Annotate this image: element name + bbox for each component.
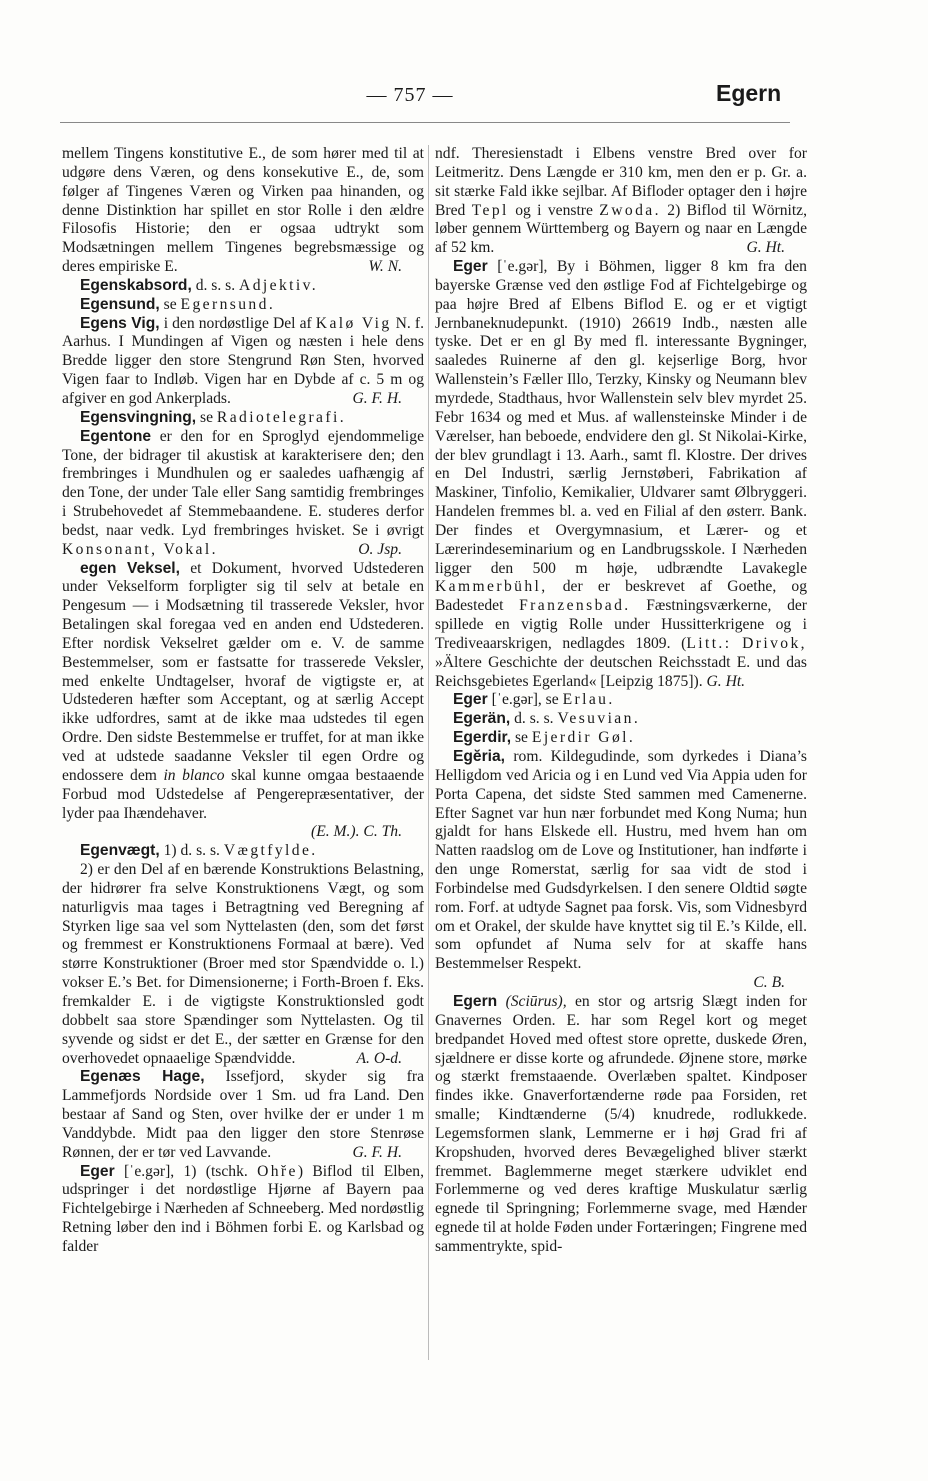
cross-reference: Kammerbühl,: [435, 578, 548, 596]
author-signature: G. Ht.: [706, 672, 746, 690]
entry-text: »Ältere Geschichte der deutschen Reichsstadt E. und das Reichsgebietes Egerland« [Leipzig 1875]).: [435, 653, 807, 690]
column-divider: [428, 145, 429, 1360]
author-signature: A. O-d.: [356, 1049, 402, 1067]
cross-reference: Ejerdir Gøl.: [531, 729, 636, 747]
author-signature: C. B.: [753, 974, 785, 992]
entry-continuation: [62, 145, 424, 277]
entry-text: og i venstre: [515, 201, 593, 219]
entry-text: Issefjord, skyder sig fra Lammefjords Nordside over 1 Sm. ud fra Land. Den bestaar af Sand og Sten, over hvilke der er under 1 m Vanddybde. Midt paa den ligger den store Stenrøse Rønnen, der er tør ved Lavvande.: [62, 1068, 424, 1161]
entry-egentone: [62, 428, 424, 560]
headword: Egern: [453, 992, 498, 1010]
entry-continuation: [435, 145, 807, 258]
entry-text: se: [200, 408, 213, 426]
author-signature: W. N.: [368, 258, 402, 276]
entry-text: i den nordøstlige Del af: [163, 314, 312, 332]
author-signature: O. Jsp.: [358, 540, 402, 558]
headword: Egentone: [80, 427, 152, 445]
entry-egensund: [62, 296, 424, 315]
cross-reference: Adjektiv.: [239, 276, 319, 294]
headword: Egensund,: [80, 295, 160, 313]
entry-egens-vig: [62, 315, 424, 409]
literature-label: Litt.:: [686, 634, 732, 652]
entry-eger-town: [435, 258, 807, 691]
entry-text: 2) er den Del af en bærende Konstruktions Belastning, der hidrører fra selve Konstruktionens Vægt, og som naturligvis maa tages i Betragtning ved Beregning af Styrken lige saa vel som Nyttelasten (den, som det først og fremmest er Konstruktionens Formaal at bære). Ved større Konstruktioner (Broer med stor Spændvidde o. l.) vokser E.’s Bet. for Dimensionerne; i Forth-Broen f. Eks. fremkalder E. i de vigtigste Konstruktionsled godt dobbelt saa store Spændinger som Nyttelasten. Og til syvende og sidst er det E., der sætter en Grænse for den overhovedet opnaaelige Spændvidde.: [62, 861, 424, 1067]
author-signature: G. Ht.: [746, 239, 785, 257]
entry-egen-veksel: [62, 560, 424, 824]
entry-text: N. f. Aarhus. I Mundingen af Vigen og næsten i hele dens Bredde ligger den store Stengrund Røn Sten, hvorved Vigen faar to Indløb. Vigen har en Dybde af c. 5 m og afgiver en god Ankerplads.: [62, 314, 424, 407]
entry-text: en stor og artsrig Slægt inden for Gnavernes Orden. E. har som Regel kort og meget bredpandet Hoved med oftest store oprette, duskede Øren, sjældnere er disse korte og afrundede. Øjnene store, mørke og stærkt fremstaaende. Overlæben spaltet. Kindposer findes ikke. Gnaverfortænderne røde paa Forsiden, ret smalle; Kindtænderne (5/4) knudrede, rodlukkede. Legemsformen slank, Lemmerne er i høj Grad fri af Kropshuden, hvorved deres Bevægelighed bliver stærkt fremmet. Baglemmerne meget stærkere udviklet end Forlemmerne og ved deres kraftige Muskulatur særlig egnede til Springning; Forlemmerne svage, med Hænder egnede til at holde Føden under Fortæringen; Fingrene med sammentrykte, spid-: [435, 992, 807, 1255]
entry-egenvaegt-sense-2: [62, 861, 424, 1068]
right-column: [435, 145, 807, 1257]
entry-text: rom. Kildegudinde, som dyrkedes i Diana’s Helligdom ved Aricia og i en Lund ved Via Appia uden for Porta Capena, det sidste Sted sammen med Camenerne. Efter Sagnet var hun nær forbundet med Kong Numa; hun gjaldt for hans Elskede ell. Hustru, med hvem han om Natten raadslog om de Love og Institutioner, han indførte i den unge Romerstat, særlig for saa vidt de stod i Forbindelse med Gudsdyrkelsen. I den senere Oldtid søgte rom. Forf. at udtyde Sagnet paa forsk. Vis, som Vidnesbyrd om et Orakel, der skulde have knyttet sig til E.’s Kilde, ell. som opfundet af Numa selv for at skaffe hans Bestemmelser Respekt.: [435, 748, 807, 973]
headword: Egenvægt,: [80, 842, 160, 860]
entry-text: d. s. s.: [195, 276, 236, 294]
headword: Egenskabsord,: [80, 276, 192, 294]
entry-text: ndf. Theresienstadt i Elbens venstre Bred over for Leitmeritz. Dens Længde er 310 km, men den er p. Gr. a. sit stærke Fald ikke sejlbar. Af Bifloder optager den i højre Bred: [435, 145, 807, 219]
italic-term: (Sciūrus),: [505, 992, 567, 1010]
entry-text: 1) (tschk.: [183, 1162, 248, 1180]
headword: Egerän,: [453, 710, 511, 728]
cross-reference: Franzensbad.: [519, 597, 631, 615]
cross-reference: Egernsund.: [180, 295, 276, 313]
left-column: [62, 145, 424, 1257]
italic-term: in blanco: [163, 766, 225, 784]
headword: egen Veksel,: [80, 559, 180, 577]
entry-text: der er beskrevet af Goethe, og Badestedet: [435, 578, 807, 615]
cross-reference: Konsonant, Vokal.: [62, 540, 218, 558]
cross-reference: Zwoda.: [599, 201, 661, 219]
entry-egenaes-hage: [62, 1068, 424, 1162]
pronunciation: [ˈe.gər],: [123, 1162, 175, 1180]
entry-egern: [435, 993, 807, 1257]
entry-eger-erlau: [435, 691, 807, 710]
entry-egenvaegt: [62, 842, 424, 861]
cross-reference: Radiotelegrafi.: [216, 408, 346, 426]
author-signature: G. F. H.: [352, 389, 402, 407]
headword: Egenæs Hage,: [80, 1068, 205, 1086]
entry-text: se: [514, 729, 528, 747]
headword: Egerdir,: [453, 729, 512, 747]
entry-text: er den for en Sproglyd ejendommelige Tone, der bidrager til akustisk at karakterisere den; den frembringes i Mundhulen og er saaledes uafhængig af den Tone, der under Tale eller Sang samtidig frembringes i Strubehovedet af Stemmebaandene. E. studeres derfor bedst, naar vedk. Lyd frembringes hvisket. Se i øvrigt: [62, 427, 424, 539]
author-signature: G. F. H.: [352, 1143, 402, 1161]
entry-text: skal kunne omgaa bestaaende Forbud mod Udstedelse af Pengerepræsentativer, der lyder paa Ihændehaver.: [62, 766, 424, 822]
entry-text: [ˈe.gər], se: [491, 691, 559, 709]
entry-egerdir: [435, 729, 807, 748]
headword: Egĕria,: [453, 748, 506, 765]
entry-text: et Dokument, hvorved Udstederen under Vekselform forpligter sig til selv at betale en Pengesum — i Modsætning til trasserede Veksler, hvor Betalingen skal foregaa ved en anden end Udstederen. Efter nordisk Vekselret gælder om e. V. de samme Bestemmelser, som er fastsatte for trasserede Veksler, med enkelte Undtagelser, hvoraf de vigtigste er, at Udstederen hæfter som Acceptant, og at særlig Accept ikke udfordres, samt at de ikke maa udstedes til egen Ordre. Den sidste Bestemmelse er truffet, for at man ikke ved at udstede saadanne Veksler til egen Ordre og endossere dem: [62, 559, 424, 784]
entry-text: [ˈe.gər], By i Böhmen, ligger 8 km fra den bayerske Grænse ved den østlige Fod af Fichtelgebirge og paa højre Bred af Elbens Biflod E. og er et vigtigt Jernbaneknudepunkt. (1910) 26619 Indb., næsten alle tyske. Det er en gl By med fl. interessante Bygninger, saaledes Ruinerne af den gl. kejserlige Borg, hvor Wallenstein’s Fæller Illo, Terzky, Kinsky og Neumann blev myrdede, Stadthaus, hvor Wallenstein selv blev myrdet 25. Febr 1634 og med et Mus. af wallensteinske Minder i de Værelser, han beboede, endvidere den gl. St Nikolai-Kirke, der blev grundlagt i 13. Aarh., samt fl. Klostre. Der drives en Del Industri, særlig Jernstøberi, Fabrikation af Maskiner, Tinfolio, Kemikalier, Uldvarer samt Ølbryggeri. Handelen fremmes bl. a. ved en Filial af den østerr. Bank. Der findes et Overgymnasium, et Lærer- og et Lærerindeseminarium og en Landbrugsskole. I Nærheden ligger den 500 m høje, udbrændte Lavakegle: [435, 258, 807, 577]
entry-text: 2) Biflod til Wörnitz, løber gennem Württemberg og Bayern og naar en Længde af 52 km.: [435, 201, 807, 257]
entry-text: se: [163, 295, 177, 313]
headword: Egens Vig,: [80, 314, 160, 332]
entry-eger-river: [62, 1163, 424, 1257]
cross-reference: Ohře: [257, 1162, 298, 1180]
entry-egensvingning: [62, 409, 424, 428]
header-rule: [60, 122, 790, 123]
entry-text: mellem Tingens konstitutive E., de som hører med til at udgøre dens Væren, og dens konsekutive E., de, som følger af Tingenes Væren og Virken paa hinanden, og denne Distinktion har spillet en stor Rolle i den ældre Filosofis Historie; den er ogsaa udtrykt som Modsætningen mellem Tingenes begrebsmæssige og deres empiriske E.: [62, 145, 424, 276]
entry-text: 1) d. s. s.: [163, 842, 220, 860]
headword: Eger: [80, 1162, 115, 1180]
cross-reference: Vesuvian.: [557, 710, 641, 728]
entry-egeran: [435, 710, 807, 729]
page-number: — 757 —: [366, 84, 454, 106]
cross-reference: Kalø Vig: [315, 314, 392, 332]
running-head: Egern: [716, 80, 782, 106]
cross-reference: Drivok,: [742, 634, 807, 652]
entry-text: d. s. s.: [514, 710, 554, 728]
entry-text: Fæstningsværkerne, der spillede en vigtig Rolle under Hussitterkrigene og i Trediveaarskrigen, nedlagdes 1809. (: [435, 597, 807, 652]
entry-text: ) Biflod til Elben, udspringer i det nordøstlige Hjørne af Bayern paa Fichtelgebirge i Nærheden af Schneeberg. Med nordøstlig Retning løber den ind i Böhmen forbi E. og Karlsbad og falder: [62, 1162, 425, 1255]
cross-reference: Tepl: [471, 201, 509, 219]
headword: Egensvingning,: [80, 408, 197, 426]
headword: Eger: [453, 258, 488, 276]
cross-reference: Erlau.: [562, 691, 615, 709]
author-signature: (E. M.). C. Th.: [311, 823, 402, 841]
headword: Eger: [453, 691, 488, 709]
entry-egeria: [435, 748, 807, 974]
cross-reference: Vægtfylde.: [223, 842, 318, 860]
entry-egenskabsord: [62, 277, 424, 296]
